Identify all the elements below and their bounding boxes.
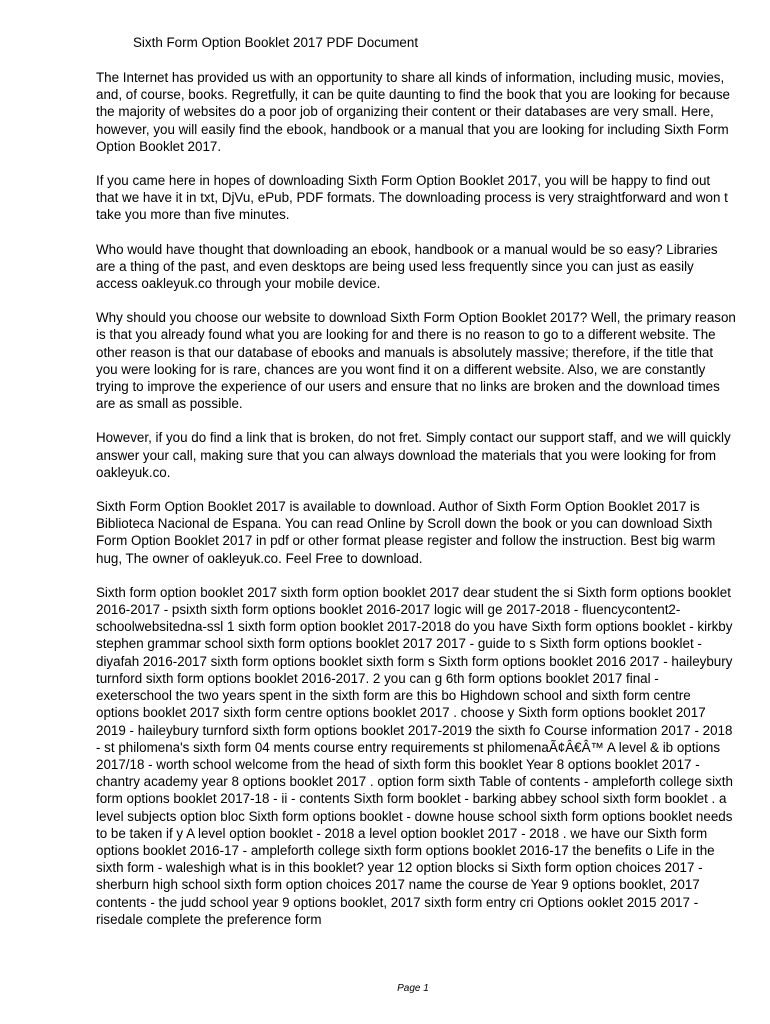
document-body: [96, 69, 736, 928]
document-title: Sixth Form Option Booklet 2017 PDF Document: [133, 35, 419, 50]
paragraph-broken-links: However, if you do find a link that is broken, do not fret. Simply contact our support staff, and we will quickly answer your call, making sure that you can always download the materials that you were looking for from oakleyuk.co.: [96, 430, 731, 480]
paragraph-related-results: Sixth form option booklet 2017 sixth form option booklet 2017 dear student the si Sixth form options booklet 2016-2017 - psixth sixth form options booklet 2016-2017 logic will ge 2017-2018 - fluencycontent2-schoolwebsitedna-ssl 1 sixth form option booklet 2017-2018 do you have Sixth form options booklet - kirkby stephen grammar school sixth form options booklet 2017 2017 - guide to s Sixth form options booklet - diyafah 2016-2017 sixth form options booklet sixth form s Sixth form options booklet 2016 2017 - haileybury turnford sixth form options booklet 2016-2017. 2 you can g 6th form options booklet 2017 final - exeterschool the two years spent in the sixth form are this bo Highdown school and sixth form centre options booklet 2017 sixth form centre options booklet 2017 . choose y Sixth form options booklet 2017 2019 - haileybury turnford sixth form options booklet 2017-2019 the sixth fo Course information 2017 - 2018 - st philomena's sixth form 04 ments course entry requirements st philomenaÃ¢Â€Â™ A level & ib options 2017/18 - worth school welcome from the head of sixth form this booklet Year 8 options booklet 2017 - chantry academy year 8 options booklet 2017 . option form sixth Table of contents - ampleforth college sixth form options booklet 2017-18 - ii - contents Sixth form booklet - barking abbey school sixth form booklet . a level subjects option bloc Sixth form options booklet - downe house school sixth form options booklet needs to be taken if y A level option booklet - 2018 a level option booklet 2017 - 2018 . we have our Sixth form options booklet 2016-17 - ampleforth college sixth form options booklet 2016-17 the benefits o Life in the sixth form - waleshigh what is in this booklet? year 12 option blocks si Sixth form option choices 2017 - sherburn high school sixth form option choices 2017 name the course de Year 9 options booklet, 2017 contents - the judd school year 9 options booklet, 2017 sixth form entry cri Options ooklet 2015 2017 - risedale complete the preference form: [96, 584, 733, 927]
paragraph-formats: If you came here in hopes of downloading Sixth Form Option Booklet 2017, you will be happy to find out that we have it in txt, DjVu, ePub, PDF formats. The downloading process is very straightforward and won t take you more than five minutes.: [96, 173, 728, 223]
paragraph-intro: The Internet has provided us with an opportunity to share all kinds of information, including music, movies, and, of course, books. Regretfully, it can be quite daunting to find the book that you are looking for because the majority of websites do a poor job of organizing their content or their databases are very small. Here, however, you will easily find the ebook, handbook or a manual that you are looking for including Sixth Form Option Booklet 2017.: [96, 70, 730, 154]
paragraph-availability: Sixth Form Option Booklet 2017 is available to download. Author of Sixth Form Option Booklet 2017 is Biblioteca Nacional de Espana. You can read Online by Scroll down the book or you can download Sixth Form Option Booklet 2017 in pdf or other format please register and follow the instruction. Best big warm hug, The owner of oakleyuk.co. Feel Free to download.: [96, 499, 716, 566]
paragraph-why-choose: Why should you choose our website to download Sixth Form Option Booklet 2017? Well, the primary reason is that you already found what you are looking for and there is no reason to go to a different website. The other reason is that our database of ebooks and manuals is absolutely massive; therefore, if the title that you were looking for is rare, chances are you wont find it on a different website. Also, we are constantly trying to improve the experience of our users and ensure that no links are broken and the download times are as small as possible.: [96, 310, 736, 412]
paragraph-ease: Who would have thought that downloading an ebook, handbook or a manual would be so easy? Libraries are a thing of the past, and even desktops are being used less frequently since you can just as easily access oakleyuk.co through your mobile device.: [96, 241, 718, 292]
page-number: Page 1: [397, 983, 429, 994]
